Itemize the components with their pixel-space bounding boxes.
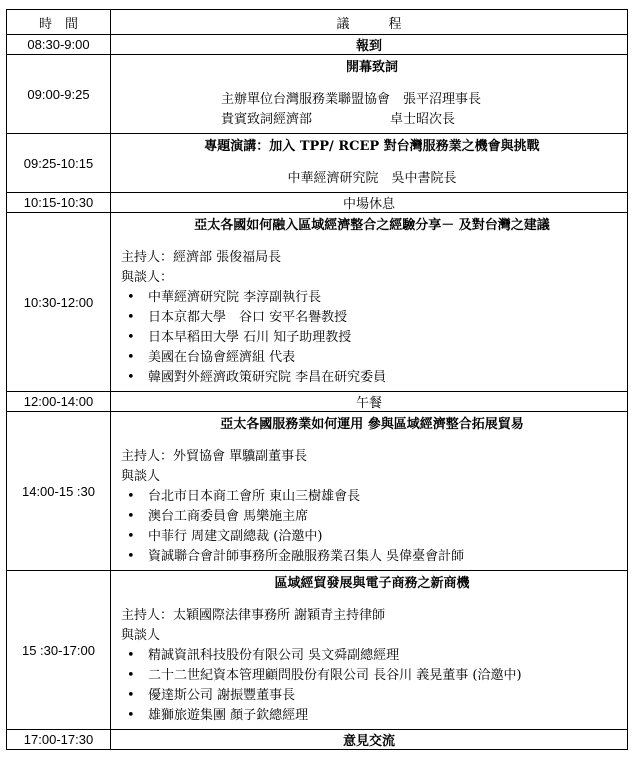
session-title: 午餐 bbox=[111, 392, 628, 412]
list-item: • 美國在台協會經濟組 代表 bbox=[121, 348, 623, 368]
table-row bbox=[7, 134, 628, 193]
panel-label: 與談人 bbox=[121, 469, 161, 484]
list-item: • 優達斯公司 謝振豐董事長 bbox=[121, 686, 623, 706]
table-row bbox=[7, 412, 628, 571]
table-row bbox=[7, 730, 628, 750]
session-cell bbox=[111, 134, 628, 193]
session-title: 區域經貿發展與電子商務之新商機 bbox=[274, 576, 470, 591]
speaker-line: 貴賓致詞經濟部 卓士昭次長 bbox=[221, 112, 456, 127]
table-row bbox=[7, 35, 628, 55]
host-line: 主持人：太穎國際法律事務所 謝穎青主持律師 bbox=[121, 608, 386, 623]
speaker-line: 中華經濟研究院 吳中書院長 bbox=[287, 171, 457, 186]
panelist-list bbox=[121, 646, 623, 726]
time-cell: 09:00-9:25 bbox=[7, 55, 111, 134]
session-cell bbox=[111, 55, 628, 134]
list-item: • 中華經濟研究院 李淳副執行長 bbox=[121, 288, 623, 308]
table-row bbox=[7, 392, 628, 412]
session-title: 專題演講：加入 TPP/ RCEP 對台灣服務業之機會與挑戰 bbox=[204, 139, 540, 154]
table-row bbox=[7, 571, 628, 730]
list-item: • 台北市日本商工會所 東山三樹雄會長 bbox=[121, 487, 623, 507]
session-title: 亞太各國服務業如何運用 參與區域經濟整合拓展貿易 bbox=[220, 417, 524, 432]
time-cell: 10:15-10:30 bbox=[7, 193, 111, 213]
list-item: • 精誠資訊科技股份有限公司 吳文舜副總經理 bbox=[121, 646, 623, 666]
time-cell: 09:25-10:15 bbox=[7, 134, 111, 193]
table-row bbox=[7, 213, 628, 392]
session-title: 意見交流 bbox=[111, 730, 628, 750]
session-title: 亞太各國如何融入區域經濟整合之經驗分享－ 及對台灣之建議 bbox=[194, 218, 550, 233]
header-time: 時 間 bbox=[7, 10, 111, 35]
time-cell: 10:30-12:00 bbox=[7, 213, 111, 392]
panel-label: 與談人 bbox=[121, 628, 161, 643]
session-cell bbox=[111, 571, 628, 730]
speaker-line: 主辦單位台灣服務業聯盟協會 張平沼理事長 bbox=[221, 92, 482, 107]
list-item: • 日本京都大學 谷口 安平名譽教授 bbox=[121, 308, 623, 328]
session-title: 中場休息 bbox=[111, 193, 628, 213]
time-cell: 15 :30-17:00 bbox=[7, 571, 111, 730]
list-item: • 澳台工商委員會 馬樂施主席 bbox=[121, 507, 623, 527]
agenda-table bbox=[6, 9, 628, 750]
header-agenda: 議 程 bbox=[111, 10, 628, 35]
list-item: • 中菲行 周建文副總裁 (洽邀中) bbox=[121, 527, 623, 547]
session-cell bbox=[111, 213, 628, 392]
list-item: • 二十二世紀資本管理顧問股份有限公司 長谷川 義晃董事 (洽邀中) bbox=[121, 666, 623, 686]
header-row bbox=[7, 10, 628, 35]
table-row bbox=[7, 193, 628, 213]
panelist-list bbox=[121, 288, 623, 388]
list-item: • 日本早稻田大學 石川 知子助理教授 bbox=[121, 328, 623, 348]
list-item: • 資誠聯合會計師事務所金融服務業召集人 吳偉臺會計師 bbox=[121, 547, 623, 567]
panelist-list bbox=[121, 487, 623, 567]
time-cell: 14:00-15 :30 bbox=[7, 412, 111, 571]
table-row bbox=[7, 55, 628, 134]
session-title: 報到 bbox=[111, 35, 628, 55]
time-cell: 08:30-9:00 bbox=[7, 35, 111, 55]
time-cell: 17:00-17:30 bbox=[7, 730, 111, 750]
panel-label: 與談人： bbox=[121, 270, 174, 285]
host-line: 主持人：經濟部 張俊福局長 bbox=[121, 250, 282, 265]
time-cell: 12:00-14:00 bbox=[7, 392, 111, 412]
list-item: • 韓國對外經濟政策研究院 李昌在研究委員 bbox=[121, 368, 623, 388]
session-title: 開幕致詞 bbox=[345, 60, 398, 75]
host-line: 主持人：外貿協會 單驥副董事長 bbox=[121, 449, 308, 464]
list-item: • 雄獅旅遊集團 顏子欽總經理 bbox=[121, 706, 623, 726]
session-cell bbox=[111, 412, 628, 571]
